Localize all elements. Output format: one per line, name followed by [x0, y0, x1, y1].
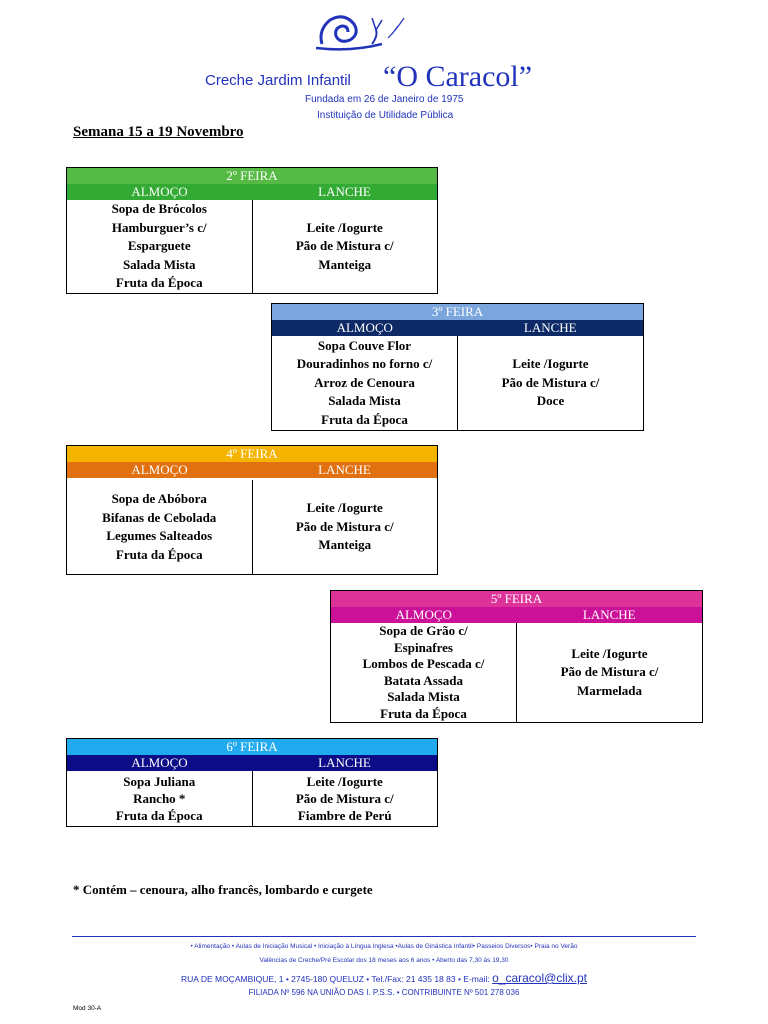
menu-item: Sopa Juliana	[123, 774, 196, 789]
school-name-prefix: Creche Jardim Infantil	[205, 72, 351, 89]
snail-logo-icon	[312, 8, 412, 56]
menu-item: Arroz de Cenoura	[314, 374, 415, 390]
form-code: Mod 30-A	[73, 1005, 102, 1012]
lunch-items	[331, 623, 517, 722]
menu-item: Legumes Salteados	[106, 528, 213, 543]
column-headers	[67, 462, 437, 478]
menu-item: Fruta da Época	[321, 411, 408, 427]
lunch-items	[67, 480, 253, 574]
menu-item: Sopa de Brócolos	[111, 201, 207, 217]
lunch-header: ALMOÇO	[131, 184, 188, 199]
menu-item: Rancho *	[133, 791, 186, 806]
footer-activities: • Alimentação • Aulas de Iniciação Musical • Iniciação à Língua Inglesa •Aulas de Ginástica Infantil• Passeios Diversos• Praia no Verão	[190, 943, 578, 950]
menu-table-monday	[66, 167, 438, 294]
column-headers	[67, 184, 437, 200]
footer-registration: FILIADA Nº 596 NA UNIÃO DAS I. P.S.S. • CONTRIBUINTE Nº 501 278 036	[248, 988, 520, 997]
menu-item: Leite /Iogurte	[512, 356, 589, 372]
day-header: 2º FEIRA	[67, 168, 437, 184]
menu-item: Douradinhos no forno c/	[296, 356, 433, 372]
menu-item: Leite /Iogurte	[571, 645, 648, 661]
snack-header: LANCHE	[318, 755, 371, 770]
menu-item: Pão de Mistura c/	[560, 664, 659, 680]
menu-table-tuesday	[271, 303, 644, 431]
menu-item: Pão de Mistura c/	[295, 791, 394, 806]
snack-header: LANCHE	[318, 184, 371, 199]
snack-header: LANCHE	[523, 320, 577, 335]
school-name: “O Caracol”	[383, 60, 533, 93]
snack-header: LANCHE	[318, 462, 371, 477]
menu-item: Doce	[536, 393, 565, 409]
ingredients-note: * Contém – cenoura, alho francês, lombardo e curgete	[73, 882, 373, 897]
menu-item: Manteiga	[318, 256, 372, 272]
lunch-header: ALMOÇO	[131, 755, 188, 770]
menu-item: Pão de Mistura c/	[295, 238, 394, 254]
footer-divider	[72, 936, 696, 937]
menu-item: Fruta da Época	[115, 808, 203, 823]
menu-table-friday	[66, 738, 438, 827]
column-headers	[331, 607, 702, 623]
menu-item: Leite /Iogurte	[306, 219, 383, 235]
email-link[interactable]: o_caracol@clix.pt	[492, 971, 587, 985]
founded-date: Fundada em 26 de Janeiro de 1975	[305, 94, 464, 105]
snack-items	[517, 623, 702, 722]
menu-item: Batata Assada	[383, 672, 464, 688]
menu-item: Sopa de Grão c/	[379, 623, 468, 638]
lunch-items	[67, 771, 253, 826]
menu-item: Marmelada	[577, 682, 642, 698]
menu-item: Hamburguer’s c/	[111, 219, 207, 235]
snack-items	[253, 480, 438, 574]
menu-table-thursday	[330, 590, 703, 723]
menu-item: Fruta da Época	[380, 705, 467, 721]
snack-header: LANCHE	[582, 607, 636, 622]
footer-contact	[72, 971, 696, 985]
lunch-header: ALMOÇO	[336, 320, 393, 335]
day-header: 3º FEIRA	[272, 304, 643, 320]
snack-items	[253, 771, 438, 826]
menu-item: Bifanas de Cebolada	[102, 509, 217, 525]
menu-table-wednesday	[66, 445, 438, 575]
lunch-items	[67, 200, 253, 293]
column-headers	[67, 755, 437, 771]
week-title: Semana 15 a 19 Novembro	[73, 124, 244, 140]
menu-item: Salada Mista	[328, 393, 401, 409]
menu-item: Salada Mista	[387, 689, 460, 704]
column-headers	[272, 320, 643, 336]
menu-item: Esparguete	[127, 238, 191, 254]
menu-item: Sopa de Abóbora	[111, 491, 207, 506]
menu-item: Salada Mista	[122, 256, 196, 272]
menu-item: Leite /Iogurte	[306, 500, 383, 516]
footer-hours: Valências de Creche/Pré Escolar dos 18 meses aos 6 anos • Aberto das 7,30 às 19,30	[259, 957, 509, 964]
footer-address: RUA DE MOÇAMBIQUE, 1 • 2745-180 QUELUZ • Tel./Fax: 21 435 18 83 • E-mail:	[180, 974, 493, 984]
day-header: 5º FEIRA	[331, 591, 702, 607]
menu-item: Fruta da Época	[115, 546, 203, 562]
menu-item: Leite /Iogurte	[306, 774, 383, 789]
menu-item: Fruta da Época	[115, 275, 203, 291]
menu-item: Espinafres	[394, 639, 453, 655]
menu-item: Manteiga	[318, 537, 372, 553]
lunch-header: ALMOÇO	[395, 607, 452, 622]
menu-item: Lombos de Pescada c/	[362, 656, 485, 671]
institution-status: Instituição de Utilidade Pública	[317, 110, 454, 121]
day-header: 6º FEIRA	[67, 739, 437, 755]
lunch-header: ALMOÇO	[131, 462, 188, 477]
menu-item: Pão de Mistura c/	[295, 518, 394, 534]
menu-item: Pão de Mistura c/	[501, 374, 600, 390]
menu-item: Sopa Couve Flor	[317, 337, 412, 353]
snack-items	[458, 336, 643, 430]
snack-items	[253, 200, 438, 293]
day-header: 4º FEIRA	[67, 446, 437, 462]
lunch-items	[272, 336, 458, 430]
menu-item: Fiambre de Perú	[297, 808, 392, 823]
